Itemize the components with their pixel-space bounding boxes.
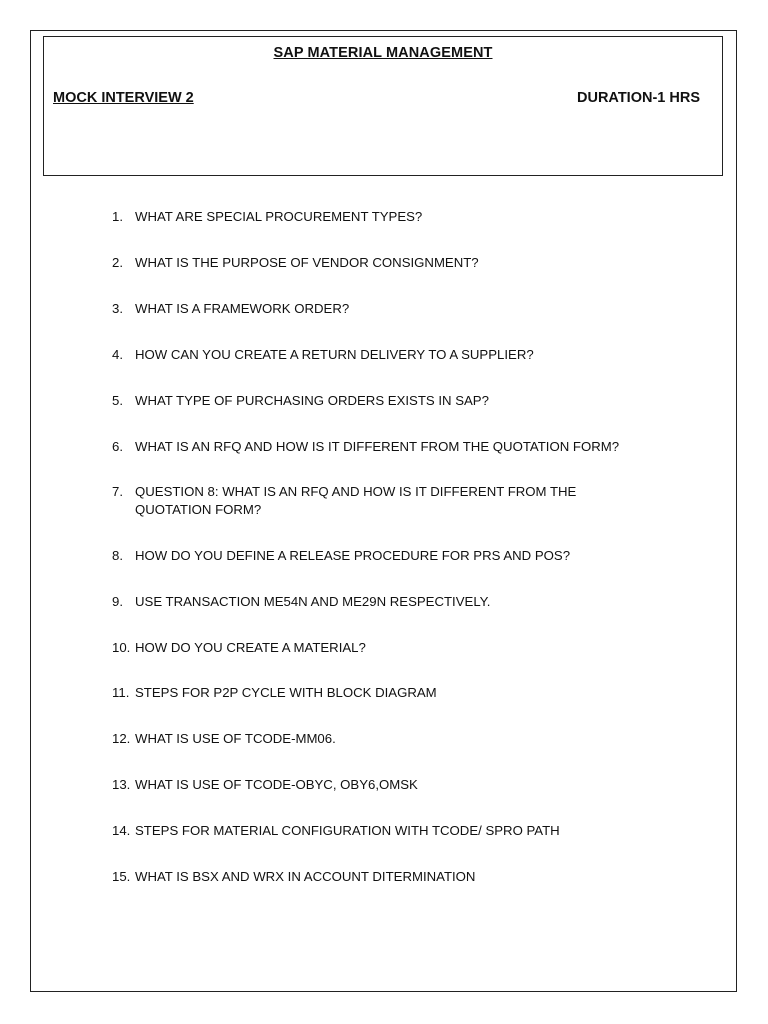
- question-text: WHAT IS BSX AND WRX IN ACCOUNT DITERMINATION: [135, 869, 476, 884]
- question-text: QUESTION 8: WHAT IS AN RFQ AND HOW IS IT DIFFERENT FROM THE QUOTATION FORM?: [135, 484, 577, 517]
- question-text: WHAT IS A FRAMEWORK ORDER?: [135, 301, 350, 316]
- question-item: [112, 254, 672, 272]
- question-text: HOW CAN YOU CREATE A RETURN DELIVERY TO A SUPPLIER?: [135, 347, 534, 362]
- question-text: WHAT IS USE OF TCODE-MM06.: [135, 731, 336, 746]
- question-item: [112, 593, 672, 611]
- question-number: 1.: [112, 209, 123, 224]
- question-number: 13.: [112, 777, 131, 792]
- question-item: [112, 208, 672, 226]
- question-item: [112, 822, 672, 840]
- question-number: 5.: [112, 393, 123, 408]
- question-text: WHAT IS USE OF TCODE-OBYC, OBY6,OMSK: [135, 777, 418, 792]
- question-text: HOW DO YOU DEFINE A RELEASE PROCEDURE FOR PRS AND POS?: [135, 548, 571, 563]
- question-item: [112, 392, 672, 410]
- question-text: STEPS FOR P2P CYCLE WITH BLOCK DIAGRAM: [135, 685, 437, 700]
- mock-interview-label: MOCK INTERVIEW 2: [53, 90, 194, 106]
- question-number: 9.: [112, 594, 123, 609]
- question-number: 8.: [112, 548, 123, 563]
- question-number: 14.: [112, 823, 131, 838]
- question-item: [112, 346, 672, 364]
- question-number: 12.: [112, 731, 131, 746]
- question-text: HOW DO YOU CREATE A MATERIAL?: [135, 640, 366, 655]
- question-number: 15.: [112, 869, 131, 884]
- question-item: [112, 730, 672, 748]
- question-number: 7.: [112, 484, 123, 499]
- document-title: SAP MATERIAL MANAGEMENT: [273, 45, 493, 61]
- question-item: [112, 639, 672, 657]
- question-item: [112, 300, 672, 318]
- question-item: [112, 776, 672, 794]
- question-text: WHAT IS THE PURPOSE OF VENDOR CONSIGNMENT?: [135, 255, 479, 270]
- question-item: [112, 547, 672, 565]
- question-item: [112, 483, 632, 518]
- question-number: 2.: [112, 255, 123, 270]
- question-number: 11.: [112, 685, 130, 700]
- header-box: [43, 36, 723, 176]
- question-number: 10.: [112, 640, 131, 655]
- question-item: [112, 438, 672, 456]
- duration-label: DURATION-1 HRS: [577, 90, 700, 106]
- question-item: [112, 868, 672, 886]
- question-text: WHAT ARE SPECIAL PROCUREMENT TYPES?: [135, 209, 423, 224]
- question-number: 4.: [112, 347, 123, 362]
- question-number: 3.: [112, 301, 123, 316]
- question-text: USE TRANSACTION ME54N AND ME29N RESPECTIVELY.: [135, 594, 491, 609]
- question-number: 6.: [112, 439, 123, 454]
- question-text: STEPS FOR MATERIAL CONFIGURATION WITH TCODE/ SPRO PATH: [135, 823, 560, 838]
- question-text: WHAT IS AN RFQ AND HOW IS IT DIFFERENT FROM THE QUOTATION FORM?: [135, 439, 620, 454]
- question-item: [112, 684, 672, 702]
- question-text: WHAT TYPE OF PURCHASING ORDERS EXISTS IN SAP?: [135, 393, 489, 408]
